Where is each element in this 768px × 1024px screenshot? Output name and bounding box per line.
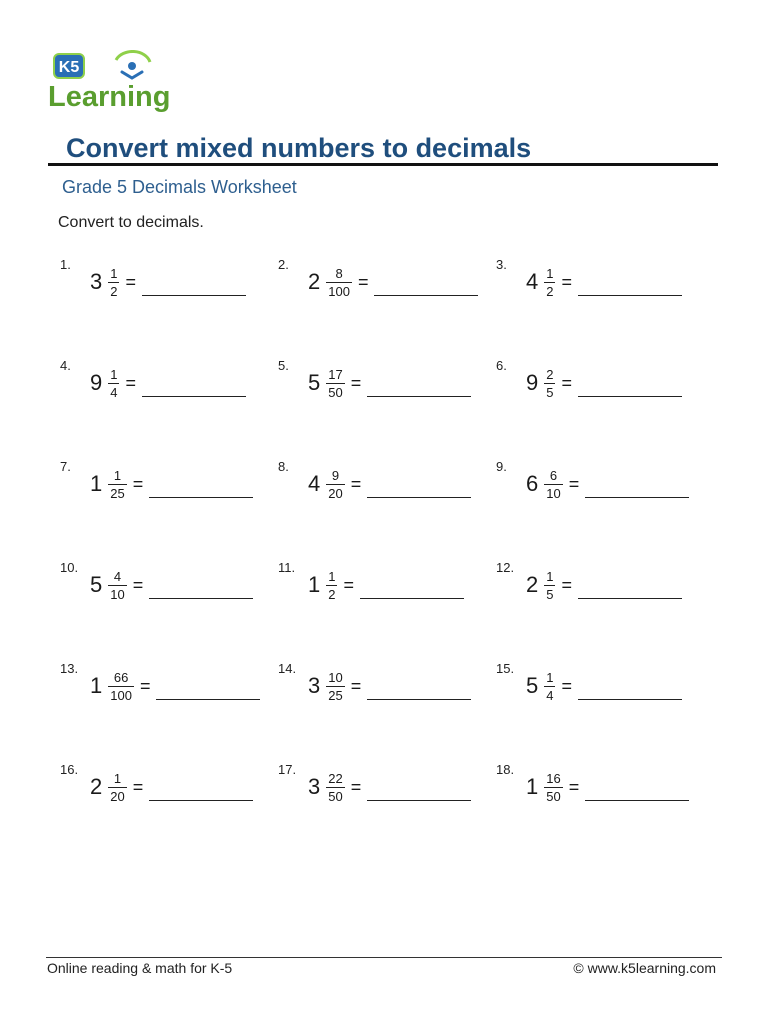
mixed-number-expression: [526, 260, 682, 304]
denominator: 25: [110, 485, 125, 501]
problem-item: [278, 454, 496, 514]
page-title: Convert mixed numbers to decimals: [66, 133, 532, 163]
answer-blank[interactable]: [578, 574, 682, 599]
denominator: 50: [328, 384, 343, 400]
mixed-number-expression: [90, 462, 253, 506]
whole-part: 9: [526, 370, 539, 395]
problem-item: [60, 757, 278, 817]
numerator: 1: [110, 265, 118, 281]
equals-sign: =: [125, 271, 136, 292]
mixed-number-expression: [308, 664, 471, 708]
problem-item: [278, 656, 496, 716]
answer-blank[interactable]: [367, 675, 471, 700]
footer-website: © www.k5learning.com: [573, 960, 716, 976]
denominator: 2: [110, 283, 118, 299]
fraction: [544, 569, 555, 602]
denominator: 10: [110, 586, 125, 602]
title-divider: [48, 163, 718, 166]
equals-sign: =: [568, 776, 580, 797]
problem-number: 6.: [496, 358, 507, 373]
problem-number: 12.: [496, 560, 515, 575]
denominator: 5: [546, 384, 554, 400]
answer-blank[interactable]: [374, 271, 478, 296]
mixed-number-expression: [526, 563, 682, 607]
logo-k5-text: K5: [58, 59, 80, 76]
numerator: 1: [113, 770, 122, 786]
denominator: 20: [110, 788, 125, 804]
numerator: 1: [328, 568, 336, 584]
numerator: 1: [113, 467, 122, 483]
answer-blank[interactable]: [578, 271, 682, 296]
whole-part: 3: [90, 269, 103, 294]
numerator: 10: [328, 669, 343, 685]
whole-part: 1: [308, 572, 321, 597]
answer-blank[interactable]: [360, 574, 464, 599]
problem-number: 13.: [60, 661, 79, 676]
problem-number: 15.: [496, 661, 515, 676]
answer-blank[interactable]: [367, 776, 471, 801]
equals-sign: =: [132, 574, 144, 595]
numerator: 8: [335, 265, 343, 281]
problem-item: [278, 252, 496, 312]
denominator: 50: [328, 788, 343, 804]
whole-part: 4: [526, 269, 539, 294]
answer-blank[interactable]: [149, 776, 253, 801]
k5-learning-logo: [46, 50, 188, 114]
fraction: [326, 468, 344, 501]
equals-sign: =: [561, 574, 572, 595]
problem-item: [60, 454, 278, 514]
logo-learning-text: Learning: [48, 81, 171, 113]
numerator: 1: [110, 366, 118, 382]
numerator: 17: [328, 366, 343, 382]
denominator: 50: [546, 788, 561, 804]
answer-blank[interactable]: [142, 271, 246, 296]
fraction: [108, 367, 119, 400]
equals-sign: =: [561, 675, 572, 696]
whole-part: 5: [526, 673, 539, 698]
problem-item: [496, 656, 698, 716]
answer-blank[interactable]: [585, 473, 689, 498]
problem-number: 1.: [60, 257, 71, 272]
whole-part: 2: [90, 774, 103, 799]
fraction: [326, 670, 344, 703]
answer-blank[interactable]: [149, 574, 253, 599]
mixed-number-expression: [90, 260, 246, 304]
problem-item: [496, 353, 698, 413]
equals-sign: =: [357, 271, 369, 292]
denominator: 100: [328, 283, 350, 299]
instructions: Convert to decimals.: [58, 214, 204, 231]
equals-sign: =: [350, 776, 362, 797]
problem-number: 7.: [60, 459, 71, 474]
footer-divider: [46, 957, 722, 958]
problem-item: [496, 454, 698, 514]
mixed-number-expression: [308, 765, 471, 809]
problem-item: [60, 353, 278, 413]
problem-number: 10.: [60, 560, 79, 575]
mixed-number-expression: [90, 361, 246, 405]
whole-part: 3: [308, 673, 321, 698]
problem-number: 5.: [278, 358, 289, 373]
answer-blank[interactable]: [156, 675, 260, 700]
equals-sign: =: [343, 574, 354, 595]
equals-sign: =: [350, 473, 362, 494]
problem-item: [60, 656, 278, 716]
problem-item: [278, 353, 496, 413]
numerator: 16: [546, 770, 561, 786]
numerator: 6: [549, 467, 558, 483]
mixed-number-expression: [526, 361, 682, 405]
whole-part: 1: [90, 471, 103, 496]
answer-blank[interactable]: [578, 675, 682, 700]
problem-number: 17.: [278, 762, 297, 777]
numerator: 1: [546, 568, 554, 584]
fraction: [544, 266, 555, 299]
equals-sign: =: [350, 675, 362, 696]
problem-number: 8.: [278, 459, 289, 474]
fraction: [326, 771, 344, 804]
problem-item: [60, 555, 278, 615]
whole-part: 2: [526, 572, 539, 597]
numerator: 1: [546, 669, 554, 685]
footer-tagline: Online reading & math for K-5: [47, 960, 233, 976]
problem-number: 3.: [496, 257, 507, 272]
answer-blank[interactable]: [585, 776, 689, 801]
mixed-number-expression: [526, 462, 689, 506]
whole-part: 4: [308, 471, 321, 496]
denominator: 25: [328, 687, 343, 703]
problem-number: 11.: [278, 560, 296, 575]
fraction: [108, 771, 126, 804]
numerator: 22: [328, 770, 343, 786]
mixed-number-expression: [308, 260, 478, 304]
problem-item: [278, 555, 496, 615]
mixed-number-expression: [308, 462, 471, 506]
mixed-number-expression: [526, 664, 682, 708]
denominator: 20: [328, 485, 343, 501]
denominator: 4: [110, 384, 118, 400]
fraction: [108, 266, 119, 299]
whole-part: 1: [90, 673, 103, 698]
whole-part: 5: [308, 370, 321, 395]
whole-part: 2: [308, 269, 321, 294]
numerator: 2: [546, 366, 554, 382]
problem-number: 2.: [278, 257, 289, 272]
whole-part: 3: [308, 774, 321, 799]
mixed-number-expression: [90, 563, 253, 607]
problem-item: [60, 252, 278, 312]
answer-blank[interactable]: [149, 473, 253, 498]
mixed-number-expression: [526, 765, 689, 809]
fraction: [326, 367, 344, 400]
problem-grid: [60, 252, 698, 858]
whole-part: 1: [526, 774, 539, 799]
answer-blank[interactable]: [578, 372, 682, 397]
answer-blank[interactable]: [142, 372, 246, 397]
mixed-number-expression: [308, 563, 464, 607]
problem-number: 14.: [278, 661, 297, 676]
fraction: [544, 367, 555, 400]
numerator: 66: [113, 669, 129, 685]
numerator: 9: [331, 467, 340, 483]
mixed-number-expression: [308, 361, 471, 405]
fraction: [544, 468, 562, 501]
equals-sign: =: [125, 372, 136, 393]
fraction: [326, 569, 337, 602]
denominator: 4: [546, 687, 554, 703]
answer-blank[interactable]: [367, 473, 471, 498]
answer-blank[interactable]: [367, 372, 471, 397]
problem-number: 18.: [496, 762, 515, 777]
whole-part: 9: [90, 370, 103, 395]
whole-part: 5: [90, 572, 103, 597]
problem-item: [278, 757, 496, 817]
equals-sign: =: [132, 776, 144, 797]
denominator: 10: [546, 485, 561, 501]
problem-number: 16.: [60, 762, 79, 777]
problem-number: 9.: [496, 459, 507, 474]
equals-sign: =: [568, 473, 580, 494]
equals-sign: =: [561, 271, 572, 292]
denominator: 2: [328, 586, 336, 602]
equals-sign: =: [139, 675, 151, 696]
fraction: [544, 771, 562, 804]
equals-sign: =: [561, 372, 572, 393]
problem-number: 4.: [60, 358, 71, 373]
denominator: 2: [546, 283, 554, 299]
problem-item: [496, 252, 698, 312]
equals-sign: =: [132, 473, 144, 494]
fraction: [544, 670, 555, 703]
equals-sign: =: [350, 372, 362, 393]
problem-item: [496, 757, 698, 817]
whole-part: 6: [526, 471, 539, 496]
worksheet-subtitle: Grade 5 Decimals Worksheet: [62, 177, 297, 197]
mixed-number-expression: [90, 664, 260, 708]
numerator: 1: [546, 265, 554, 281]
fraction: [108, 569, 126, 602]
problem-item: [496, 555, 698, 615]
fraction: [108, 670, 134, 703]
denominator: 5: [546, 586, 554, 602]
fraction: [326, 266, 352, 299]
mixed-number-expression: [90, 765, 253, 809]
denominator: 100: [110, 687, 132, 703]
fraction: [108, 468, 126, 501]
numerator: 4: [113, 568, 122, 584]
